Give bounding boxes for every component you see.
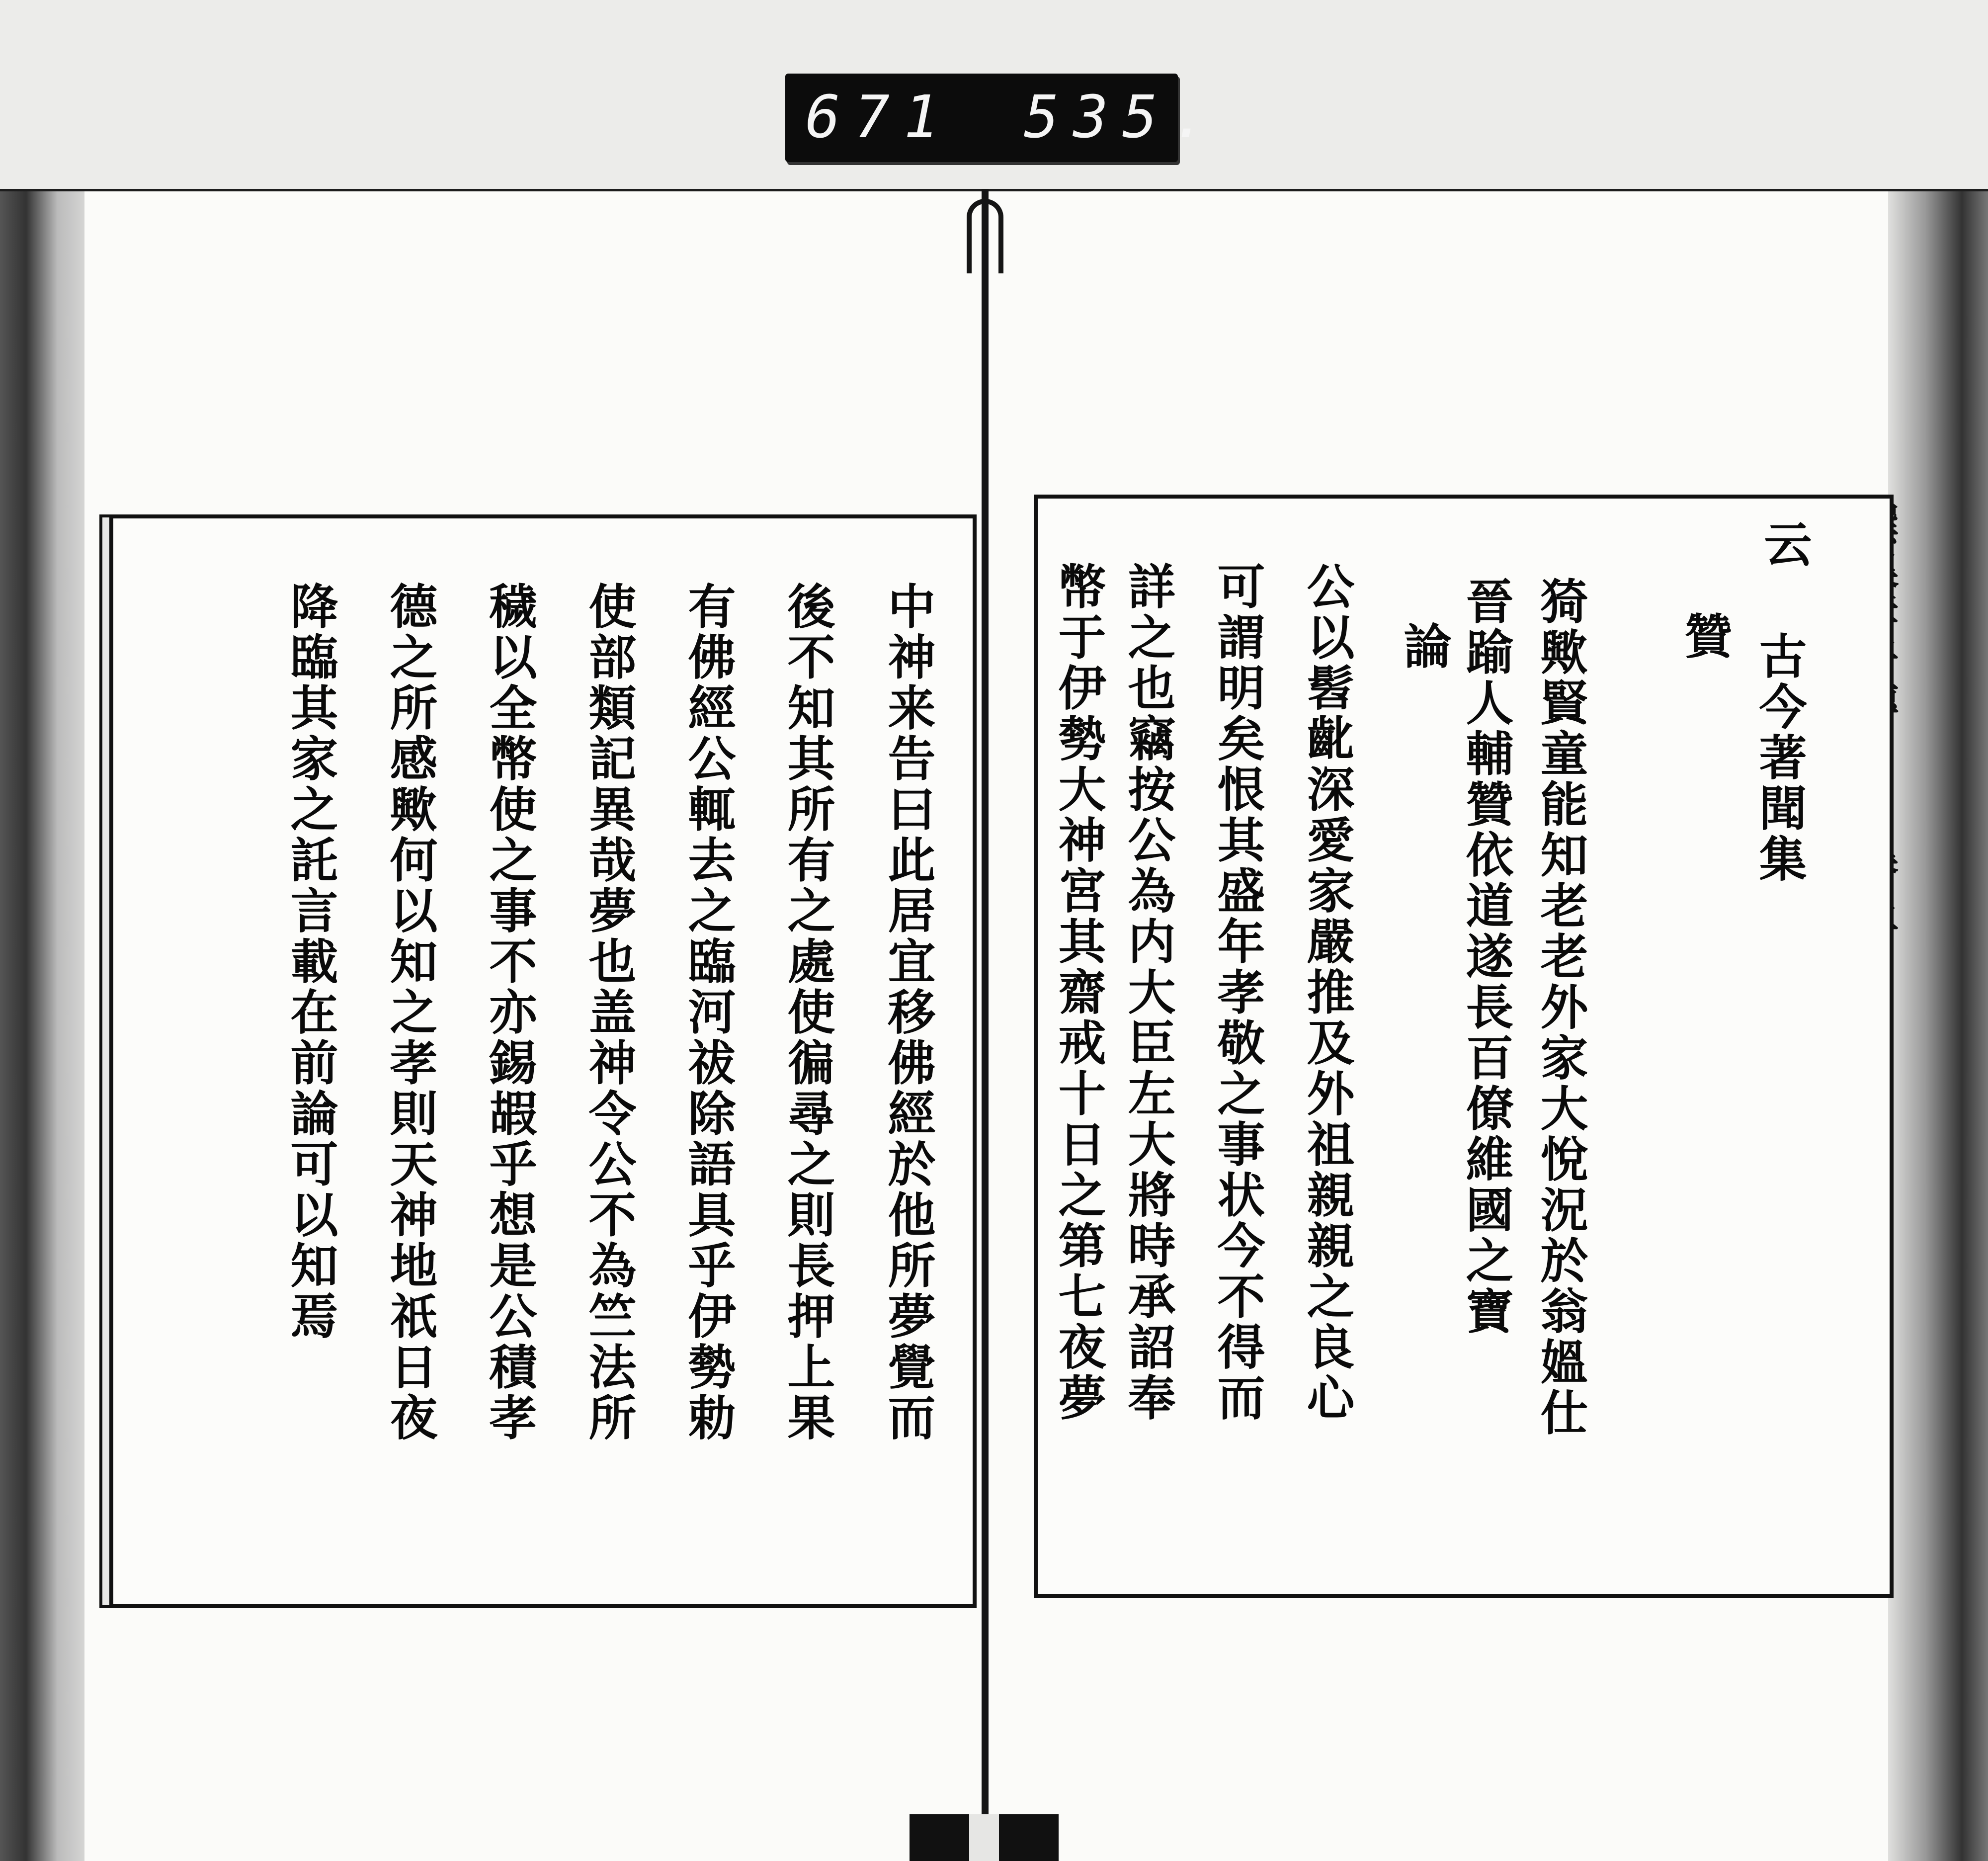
left-text-frame <box>109 514 977 1608</box>
bottom-binding-mark <box>910 1814 1059 1861</box>
right-column-10: 幣于伊勢大神宮其齋戒十日之第七夜夢 <box>1051 562 1107 1424</box>
left-column-5: 穢以全幣使之事不亦錫嘏乎想是公積孝 <box>482 582 538 1443</box>
right-column-5: 晉踰人輔贊依道遂長百僚維國之寶 <box>1458 577 1514 1337</box>
left-column-1: 中神来告曰此居宜移佛經於他所夢覺而 <box>880 582 936 1443</box>
right-column-2: 古今著聞集 <box>1751 631 1808 885</box>
left-column-3: 有佛經公輒去之臨河祓除語具乎伊勢勅 <box>680 582 737 1443</box>
right-column-7: 公以髫齔深愛家嚴推及外祖親親之良心 <box>1299 562 1355 1424</box>
left-column-2: 後不知其所有之處使徧尋之則長押上果 <box>780 582 836 1443</box>
right-column-1: 云 <box>1756 519 1813 570</box>
right-column-8: 可謂明矣恨其盛年孝敬之事状今不得而 <box>1210 562 1266 1424</box>
left-column-7: 降臨其家之託言載在前論可以知焉 <box>283 582 339 1342</box>
right-column-9: 詳之也竊按公為内大臣左大將時承詔奉 <box>1120 562 1176 1424</box>
left-column-4: 使部類記異哉夢也盖神令公不為竺法所 <box>581 582 637 1443</box>
binding-thread <box>967 199 1003 273</box>
right-column-3: 贊 <box>1677 611 1733 662</box>
left-column-6: 德之所感歟何以知之孝則天神地祇日夜 <box>382 582 438 1443</box>
call-number-tag <box>785 74 1221 162</box>
call-number-right: 535. <box>1024 83 1221 151</box>
call-number-left: 671 <box>805 83 953 151</box>
right-book-edge <box>1884 191 1988 1861</box>
right-column-6: 論 <box>1396 621 1452 672</box>
right-column-4: 猗歟賢童能知老老外家大悅況於翁媼仕 <box>1533 577 1589 1438</box>
book-spine <box>982 189 989 1861</box>
